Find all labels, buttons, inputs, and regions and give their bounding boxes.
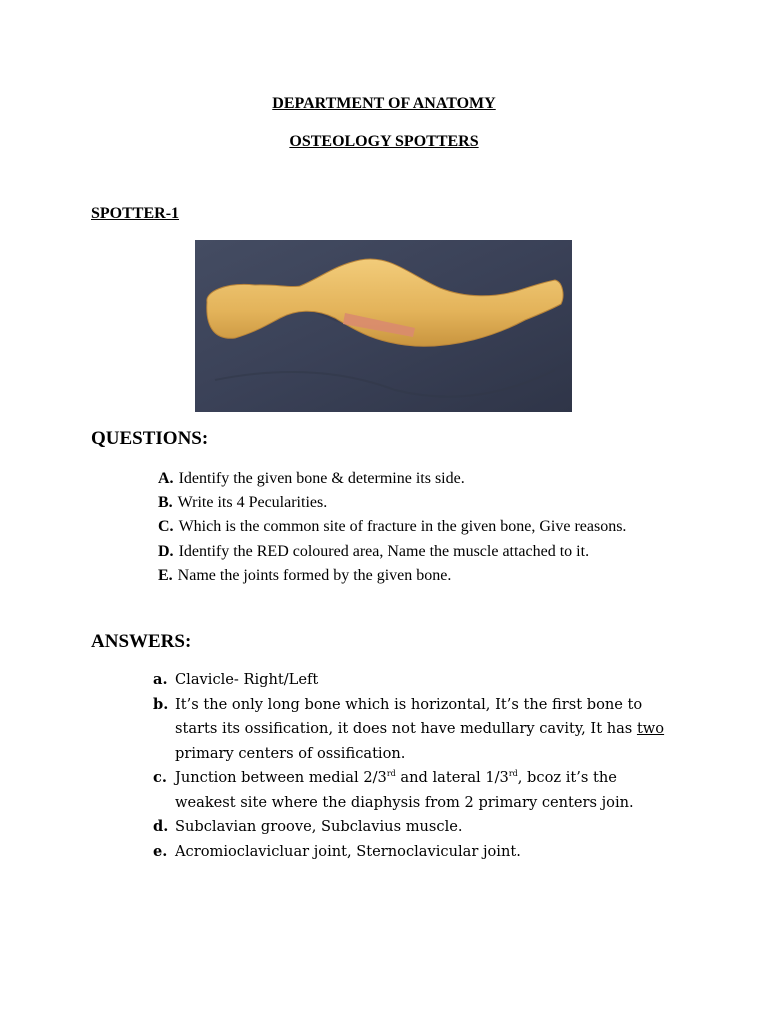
answers-list <box>153 668 673 864</box>
questions-heading: QUESTIONS: <box>91 428 209 449</box>
answer-b: b. It’s the only long bone which is horizontal, It’s the first bone to starts its ossification, it does not have medullary cavity, It has two primary centers of ossification. <box>153 695 665 762</box>
page-subtitle: OSTEOLOGY SPOTTERS <box>289 133 479 150</box>
list-item: C. Which is the common site of fracture in the given bone, Give reasons. <box>158 518 627 536</box>
list-item: E. Name the joints formed by the given bone. <box>158 566 452 584</box>
questions-list <box>158 467 626 588</box>
clavicle-photo <box>195 240 572 412</box>
answer-c: c. Junction between medial 2/3rd and lateral 1/3rd, bcoz it’s the weakest site where the diaphysis from 2 primary centers join. <box>153 769 634 811</box>
answer-e: e. Acromioclavicluar joint, Sternoclavicular joint. <box>153 842 521 860</box>
answers-heading: ANSWERS: <box>91 631 192 652</box>
list-item: A. Identify the given bone & determine its side. <box>158 470 465 487</box>
list-item: B. Write its 4 Pecularities. <box>158 494 328 512</box>
answer-d: d. Subclavian groove, Subclavius muscle. <box>153 818 463 835</box>
answer-a: a. Clavicle- Right/Left <box>153 671 319 688</box>
department-title: DEPARTMENT OF ANATOMY <box>272 95 496 112</box>
spotter-label: SPOTTER-1 <box>91 205 180 222</box>
list-item: D. Identify the RED coloured area, Name the muscle attached to it. <box>158 542 590 560</box>
